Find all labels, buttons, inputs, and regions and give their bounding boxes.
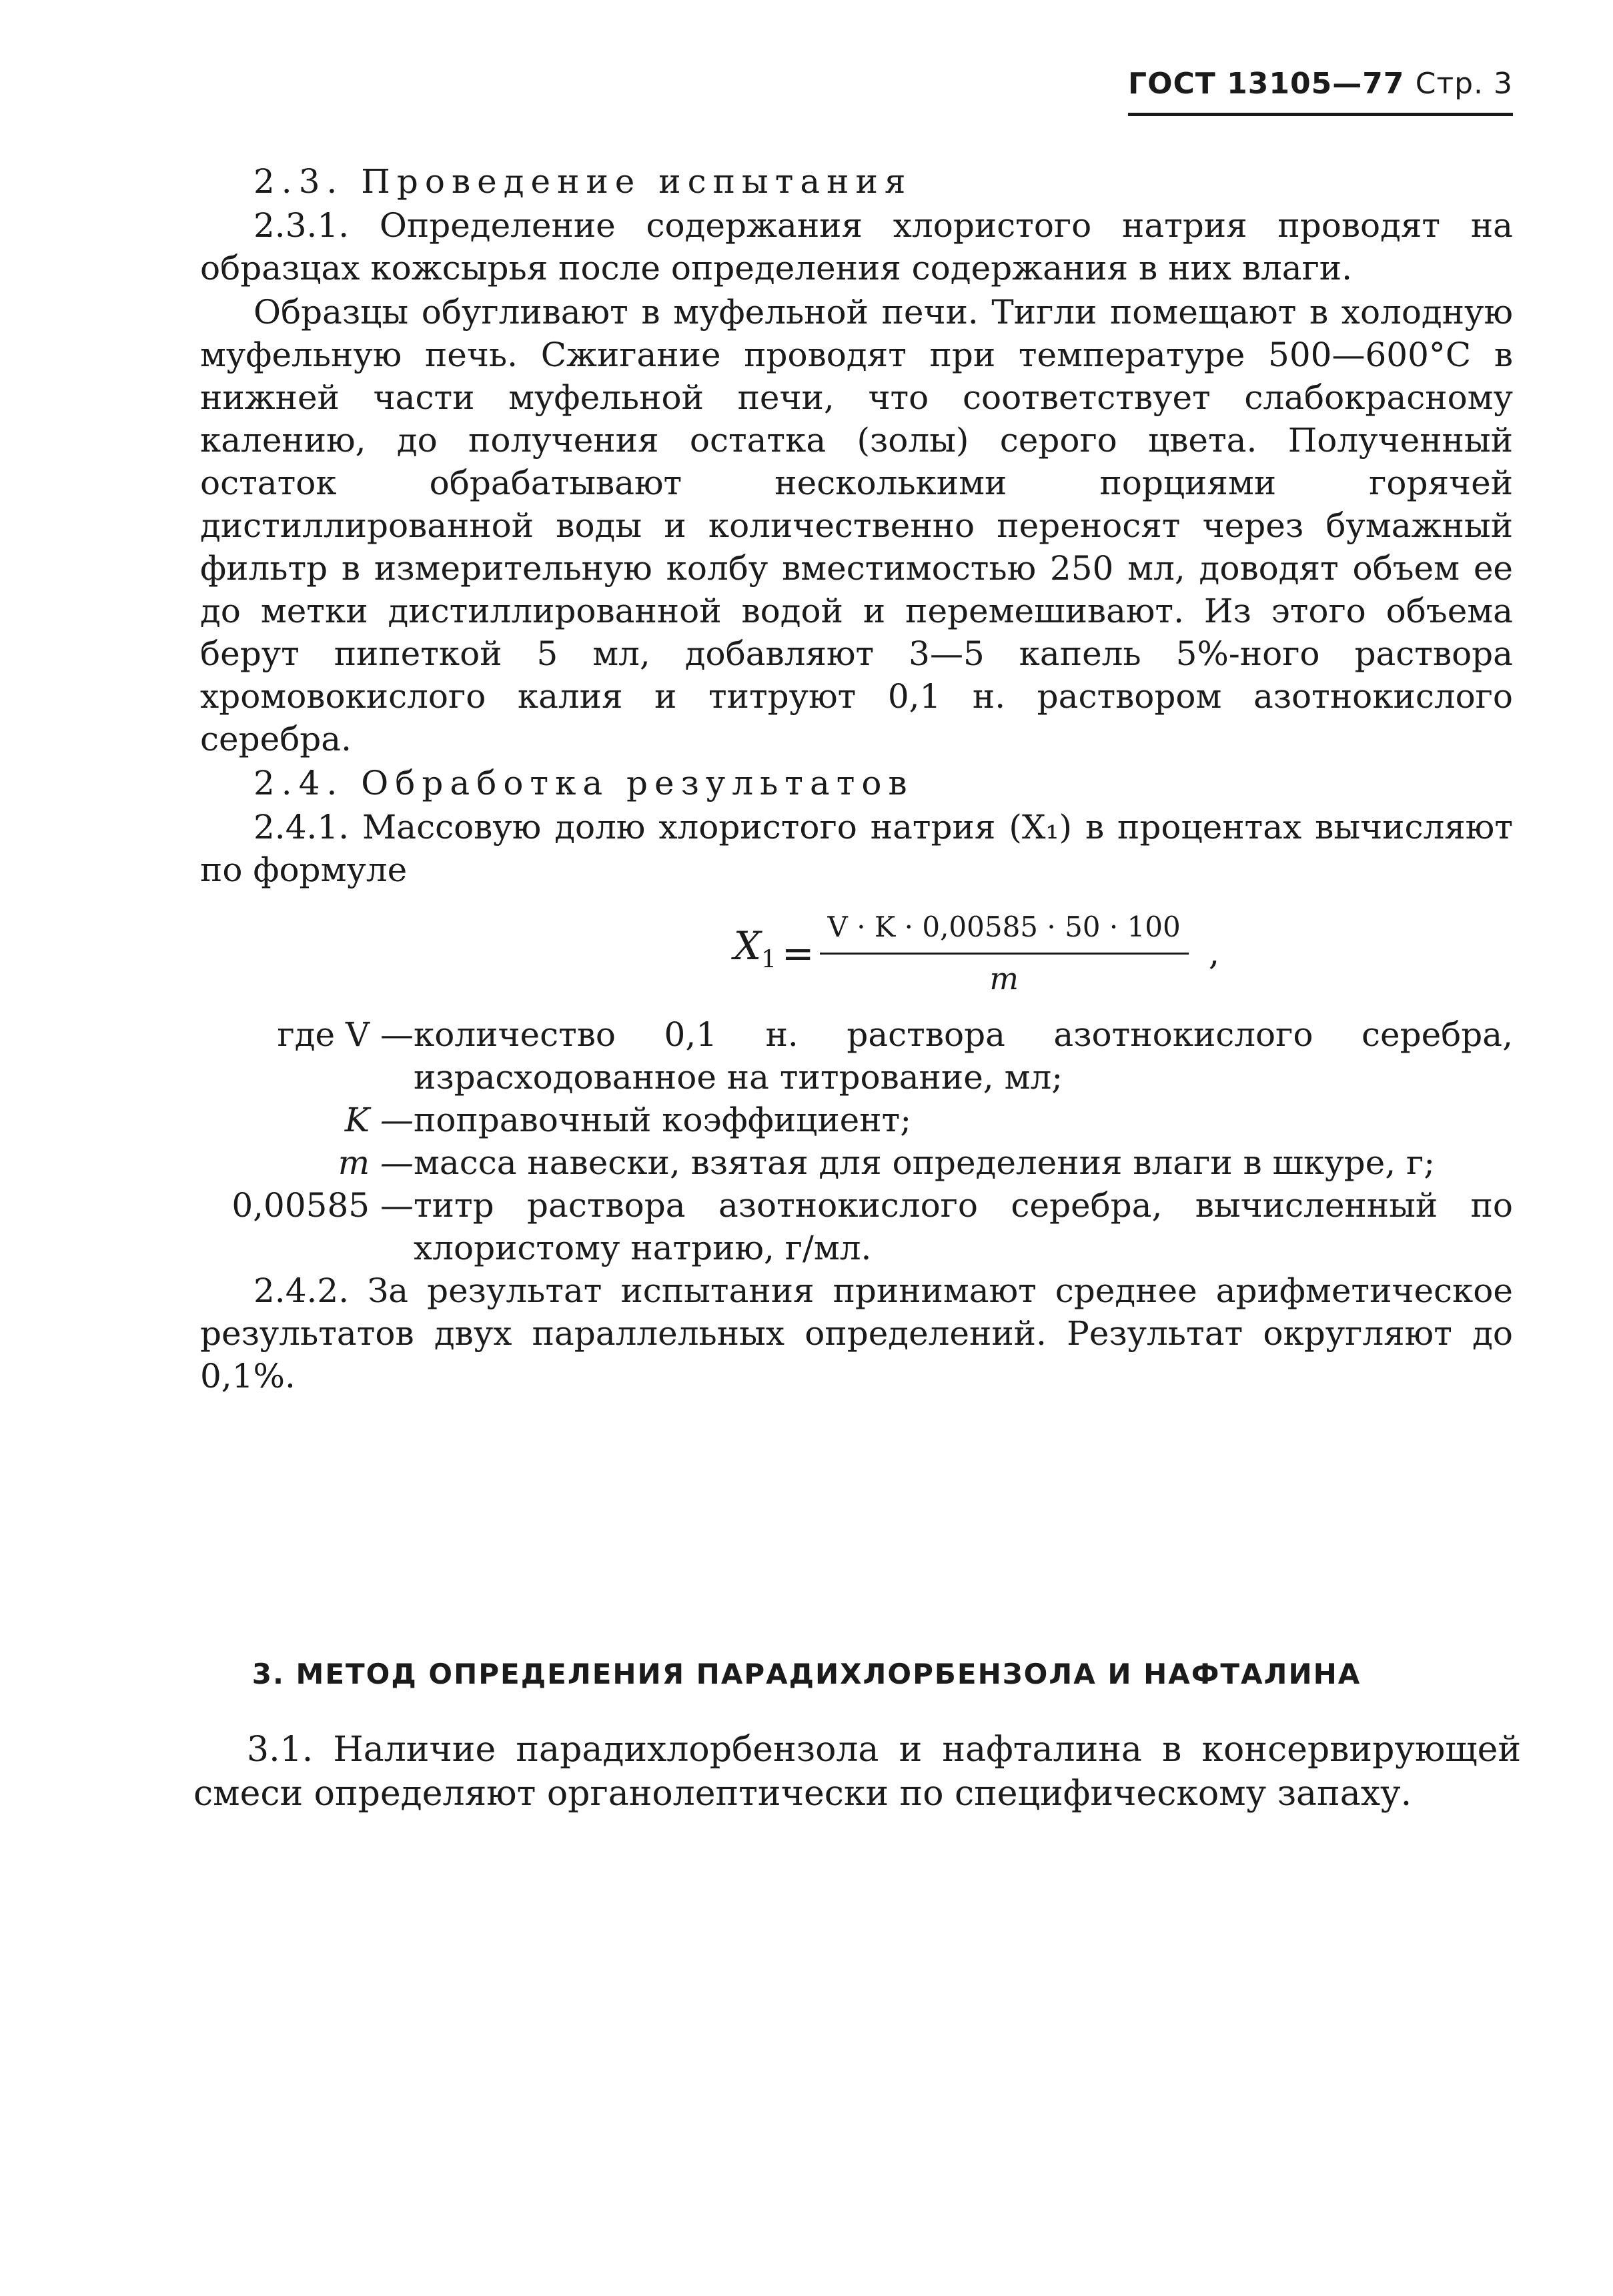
section-2-4-title: 2.4. Обработка результатов	[253, 764, 914, 802]
formula-lhs	[734, 925, 776, 982]
definition-row	[200, 1099, 1513, 1141]
section-3-text	[193, 1728, 1521, 1817]
definition-text: титр раствора азотнокислого серебра, вычисленный по хлористому натрию, г/мл.	[414, 1186, 1513, 1267]
standard-code: ГОСТ 13105—77	[1128, 67, 1405, 101]
definition-symbol: m —	[338, 1143, 414, 1182]
paragraph-2-3-1: 2.3.1. Определение содержания хлористого натрия проводят на образцах кожсырья после определения содержания в них влаги.	[200, 206, 1513, 288]
definition-row	[200, 1141, 1513, 1184]
formula-numerator: V · K · 0,00585 · 50 · 100	[820, 906, 1189, 955]
formula-equals: =	[781, 930, 815, 976]
main-text	[200, 160, 1513, 1399]
definition-text: поправочный коэффициент;	[414, 1101, 912, 1139]
formula	[200, 906, 1513, 1000]
page-header	[1128, 67, 1513, 116]
section-2-3-title: 2.3. Проведение испытания	[253, 162, 913, 201]
definition-text: масса навески, взятая для определения влаги в шкуре, г;	[414, 1143, 1436, 1182]
definition-text: количество 0,1 н. раствора азотнокислого серебра, израсходованное на титрование, мл;	[414, 1015, 1513, 1097]
formula-subscript: 1	[761, 946, 776, 974]
definition-symbol: где V —	[277, 1015, 414, 1054]
definition-symbol: 0,00585 —	[231, 1186, 414, 1225]
formula-comma: ,	[1208, 933, 1220, 973]
definition-row	[200, 1013, 1513, 1099]
definition-symbol: K —	[344, 1101, 414, 1139]
definition-row	[200, 1184, 1513, 1269]
paragraph-2-4-1: 2.4.1. Массовую долю хлористого натрия (X₁) в процентах вычисляют по формуле	[200, 808, 1513, 889]
formula-fraction	[820, 906, 1189, 1000]
section-3-title: 3. МЕТОД ОПРЕДЕЛЕНИЯ ПАРАДИХЛОРБЕНЗОЛА И НАФТАЛИНА	[251, 1658, 1362, 1690]
paragraph-3-1: 3.1. Наличие парадихлорбензола и нафталина в консервирующей смеси определяют органолептически по специфическому запаху.	[193, 1730, 1521, 1814]
formula-variable: X	[733, 923, 762, 969]
page-number: Стр. 3	[1415, 67, 1513, 101]
formula-denominator: m	[989, 961, 1019, 997]
paragraph-2-3-1-procedure: Образцы обугливают в муфельной печи. Тигли помещают в холодную муфельную печь. Сжигание проводят при температуре 500—600°С в нижней части муфельной печи, что соответствует слабокрасному калению, до получения остатка (золы) серого цвета. Полученный остаток обрабатывают несколькими порциями горячей дистиллированной воды и количественно переносят через бумажный фильтр в измерительную колбу вместимостью 250 мл, доводят объем ее до метки дистиллированной водой и перемешивают. Из этого объема берут пипеткой 5 мл, добавляют 3—5 капель 5%-ного раствора хромовокислого калия и титруют 0,1 н. раствором азотнокислого серебра.	[200, 293, 1513, 758]
paragraph-2-4-2: 2.4.2. За результат испытания принимают среднее арифметическое результатов двух параллельных определений. Результат округляют до 0,1%.	[200, 1271, 1513, 1395]
formula-definitions	[200, 1013, 1513, 1269]
